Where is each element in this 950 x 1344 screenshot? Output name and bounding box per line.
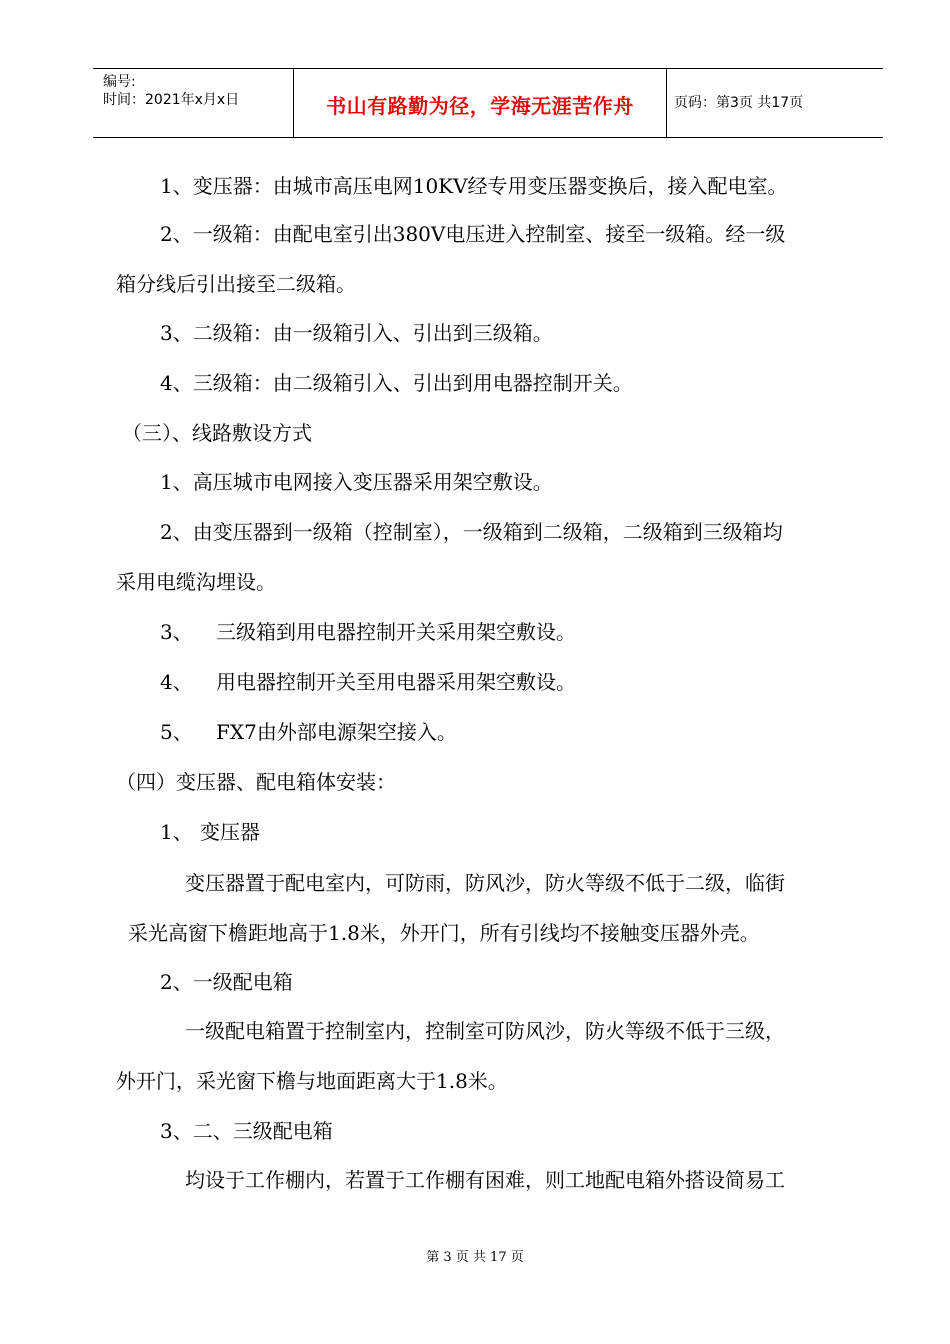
paragraph-line: 采光高窗下檐距地高于1.8米，外开门，所有引线均不接触变压器外壳。 — [128, 921, 760, 945]
list-item — [160, 620, 576, 644]
list-number: 5、 — [160, 720, 193, 744]
subheading: 2、一级配电箱 — [160, 970, 293, 994]
list-text: 三级箱到用电器控制开关采用架空敷设。 — [216, 620, 576, 644]
paragraph-line: 一级配电箱置于控制室内，控制室可防风沙，防火等级不低于三级， — [185, 1019, 785, 1043]
page-footer: 第 3 页 共 17 页 — [426, 1250, 524, 1265]
list-number: 1、 — [160, 820, 193, 844]
paragraph-line: 采用电缆沟埋设。 — [116, 570, 276, 594]
list-item — [160, 670, 576, 694]
list-number: 3、 — [160, 620, 193, 644]
document-header — [93, 68, 883, 138]
list-number: 4、 — [160, 670, 193, 694]
list-text: FX7由外部电源架空接入。 — [216, 720, 457, 744]
code-label: 编号: — [103, 74, 136, 90]
paragraph-line: 箱分线后引出接至二级箱。 — [116, 272, 356, 296]
paragraph-line: 2、由变压器到一级箱（控制室），一级箱到二级箱，二级箱到三级箱均 — [160, 520, 783, 544]
time-label: 时间：2021年x月x日 — [103, 92, 240, 108]
paragraph-line: 均设于工作棚内，若置于工作棚有困难，则工地配电箱外搭设简易工 — [185, 1168, 785, 1192]
paragraph-line: 1、变压器：由城市高压电网10KV经专用变压器变换后，接入配电室。 — [160, 174, 788, 198]
header-motto: 书山有路勤为径，学海无涯苦作舟 — [326, 94, 634, 118]
header-page-info: 页码：第3页 共17页 — [674, 95, 804, 111]
paragraph-line: 1、高压城市电网接入变压器采用架空敷设。 — [160, 470, 553, 494]
list-text: 用电器控制开关至用电器采用架空敷设。 — [216, 670, 576, 694]
paragraph-line: 外开门，采光窗下檐与地面距离大于1.8米。 — [116, 1069, 508, 1093]
header-left-cell — [93, 69, 293, 137]
paragraph-line: 2、一级箱：由配电室引出380V电压进入控制室、接至一级箱。经一级 — [160, 222, 786, 246]
header-middle-cell — [293, 69, 667, 137]
section-heading: （四）变压器、配电箱体安装： — [116, 770, 396, 794]
subheading: 3、二、三级配电箱 — [160, 1119, 333, 1143]
paragraph-line: 4、三级箱：由二级箱引入、引出到用电器控制开关。 — [160, 371, 633, 395]
header-right-cell — [666, 69, 883, 137]
list-text: 变压器 — [200, 820, 260, 844]
section-heading: （三）、线路敷设方式 — [122, 421, 312, 445]
paragraph-line: 变压器置于配电室内，可防雨，防风沙，防火等级不低于二级，临街 — [185, 871, 785, 895]
list-item — [160, 720, 457, 744]
list-item — [160, 820, 260, 844]
paragraph-line: 3、二级箱：由一级箱引入、引出到三级箱。 — [160, 321, 553, 345]
